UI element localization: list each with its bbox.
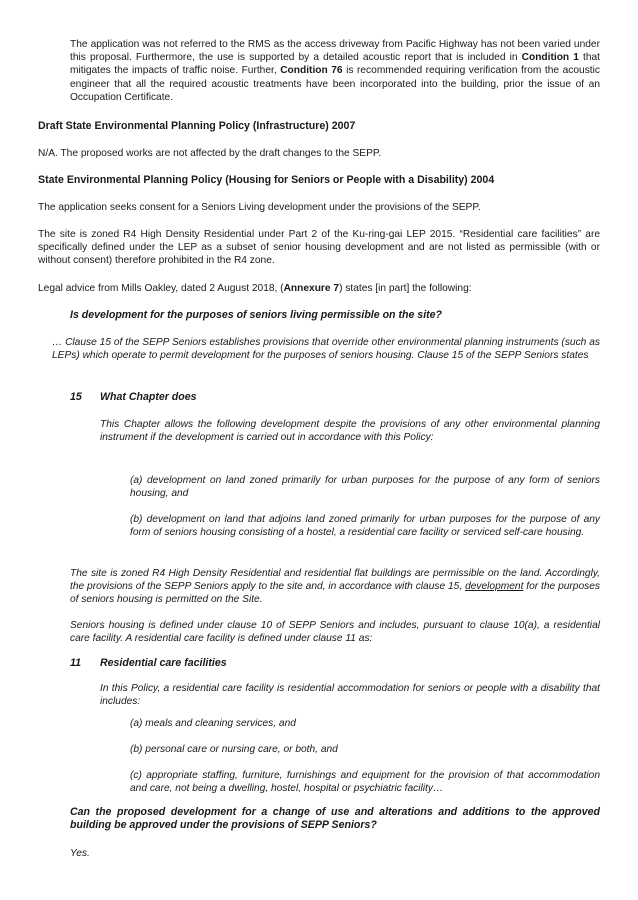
answer-yes: Yes. bbox=[70, 848, 90, 859]
text: The site is zoned R4 High Density Residential and residential flat buildings are permissible on the land. Accordingly, the provisions of the SEPP Seniors apply to the site and, in accordance with clause 15, bbox=[70, 568, 600, 593]
clause-11-item-c: (c) appropriate staffing, furniture, furnishings and equipment for the provision of that accommodation and care, not being a dwelling, hostel, hospital or psychiatric facility… bbox=[130, 770, 600, 795]
clause-11-body: In this Policy, a residential care facility is residential accommodation for seniors or people with a disability that includes: bbox=[100, 683, 600, 708]
text: Legal advice from Mills Oakley, dated 2 August 2018, ( bbox=[38, 283, 284, 294]
clause-15-item-a: (a) development on land zoned primarily for urban purposes for the purpose of any form of seniors housing, and bbox=[130, 475, 600, 500]
text: that mitigates the impacts of traffic noise. Further, bbox=[70, 52, 600, 77]
annexure-7-ref: Annexure 7 bbox=[283, 283, 340, 294]
text: for the purposes of seniors housing is permitted on the Site. bbox=[70, 581, 600, 606]
paragraph-legal-advice bbox=[38, 282, 608, 295]
paragraph-na: N/A. The proposed works are not affected by the draft changes to the SEPP. bbox=[38, 148, 382, 159]
clause-15-title: What Chapter does bbox=[100, 391, 197, 403]
text: is recommended requiring verification from the acoustic engineer that all the required acoustic treatments have been incorporated into the building, prior the issue of an Occupation Certificate. bbox=[70, 65, 600, 103]
paragraph-seniors-housing-definition: Seniors housing is defined under clause 10 of SEPP Seniors and includes, pursuant to clause 10(a), a residential care facility. A residential care facility is defined under clause 11 as: bbox=[70, 620, 600, 645]
question-permissibility: Is development for the purposes of seniors living permissible on the site? bbox=[70, 309, 443, 321]
text: ) states [in part] the following: bbox=[339, 283, 472, 294]
clause-11-number: 11 bbox=[70, 657, 81, 669]
paragraph-consent: The application seeks consent for a Seniors Living development under the provisions of the SEPP. bbox=[38, 202, 481, 213]
paragraph-rms-referral bbox=[70, 38, 600, 104]
clause-15-number: 15 bbox=[70, 391, 82, 403]
clause-11-item-b: (b) personal care or nursing care, or both, and bbox=[130, 744, 338, 755]
clause-15-item-b: (b) development on land that adjoins land zoned primarily for urban purposes for the purpose of any form of seniors housing consisting of a hostel, a residential care facility or serviced self-care housing. bbox=[130, 514, 600, 539]
paragraph-clause-15-intro: … Clause 15 of the SEPP Seniors establishes provisions that override other environmental planning instruments (such as LEPs) which operate to permit development for the purposes of seniors housing. Clause 15 of the SEPP Seniors states bbox=[52, 337, 600, 362]
clause-11-title: Residential care facilities bbox=[100, 657, 227, 669]
paragraph-r4-zoning bbox=[70, 567, 600, 607]
condition-76-ref: Condition 76 bbox=[280, 65, 343, 77]
development-underlined: development bbox=[465, 581, 524, 593]
text: The application was not referred to the RMS as the access driveway from Pacific Highway has not been varied under this proposal. Furthermore, the use is supported by a detailed acoustic report that is included in bbox=[70, 39, 600, 64]
question-approval: Can the proposed development for a change of use and alterations and additions to the approved building be approved under the provisions of SEPP Seniors? bbox=[70, 806, 600, 832]
paragraph-site-zoning: The site is zoned R4 High Density Residential under Part 2 of the Ku-ring-gai LEP 2015. “Residential care facilities” are specifically defined under the LEP as a subset of senior housing development and are not listed as permissible (with or without consent) therefore prohibited in the R4 zone. bbox=[38, 229, 600, 267]
heading-draft-sepp-infrastructure: Draft State Environmental Planning Policy (Infrastructure) 2007 bbox=[38, 120, 356, 132]
heading-sepp-seniors: State Environmental Planning Policy (Housing for Seniors or People with a Disability) 2004 bbox=[38, 174, 495, 186]
clause-11-item-a: (a) meals and cleaning services, and bbox=[130, 718, 296, 729]
condition-1-ref: Condition 1 bbox=[521, 52, 579, 64]
clause-15-body: This Chapter allows the following development despite the provisions of any other environmental planning instrument if the development is carried out in accordance with this Policy: bbox=[100, 419, 600, 444]
